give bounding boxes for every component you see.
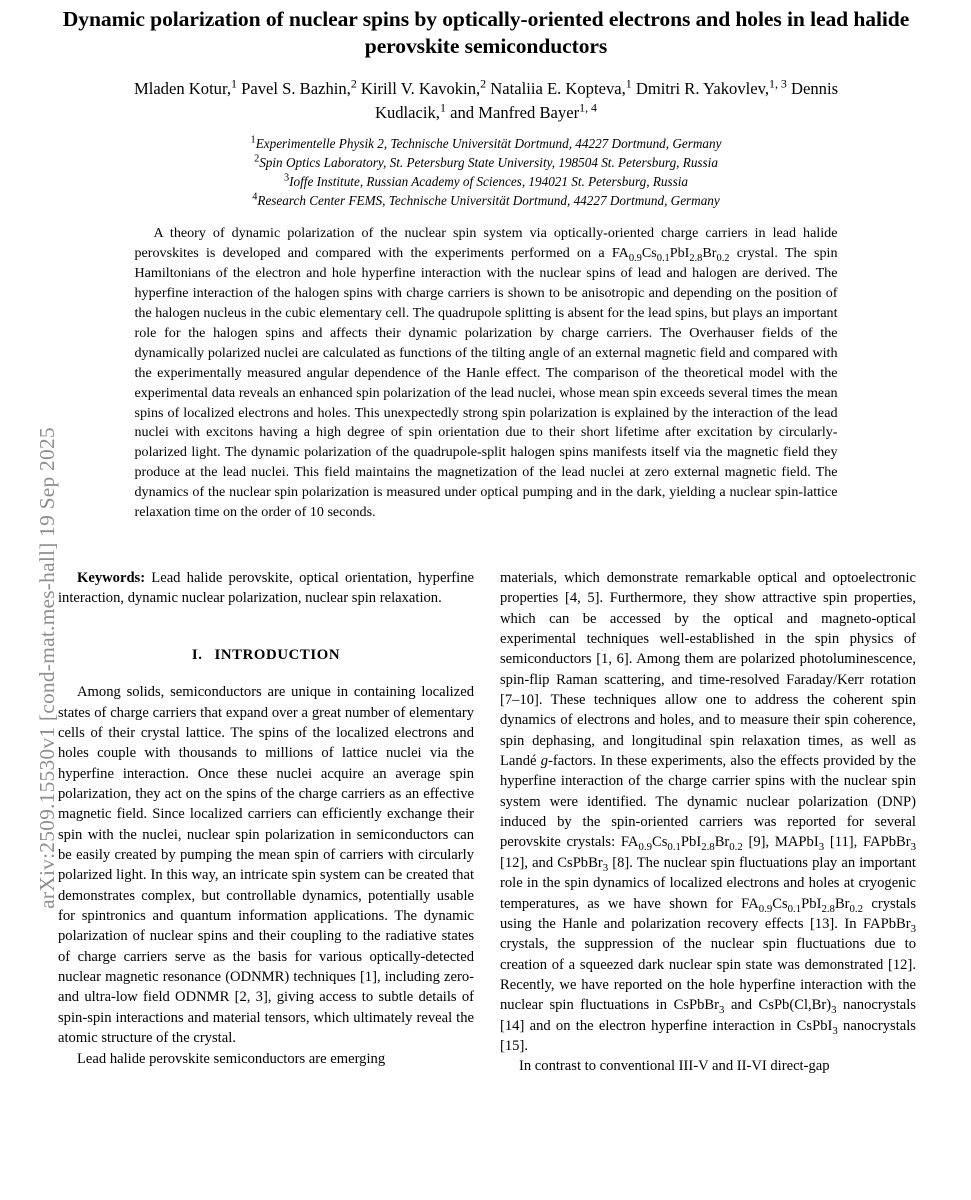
page-title: Dynamic polarization of nuclear spins by optically-oriented electrons and holes in lead halide perovskite semiconductors (62, 7, 910, 59)
formula-subscript: 3 (910, 841, 917, 854)
formula-part: Br (834, 895, 850, 912)
front-matter (58, 0, 914, 523)
author-name: Kopteva, (565, 79, 626, 99)
affiliation-text: Research Center FEMS, Technische Universität Dortmund, 44227 Dortmund, Germany (257, 192, 720, 208)
formula-part: Cs (641, 245, 657, 262)
formula-part: Br (702, 245, 717, 262)
keywords-text: Lead halide perovskite, optical orientation, hyperfine interaction, dynamic nuclear polarization, nuclear spin relaxation. (58, 570, 474, 607)
formula-part: PbI (680, 834, 702, 851)
body-paragraph: Among solids, semiconductors are unique in containing localized states of charge carriers that expand over a great number of elementary cells of their crystal lattice. The spins of the localized electrons and holes couple with thousands to millions of lattice nuclei via the hyperfine interaction. Once these nuclei acquire an average spin polarization, they act on the spins of the charge carriers as an effective magnetic field. Since localized carriers can efficiently exchange their spin with the nuclei, nuclear spin polarization in semiconductors can be easily created by pumping the mean spin of carriers with circularly polarized light. In this way, an intricate spin system can be created that demonstrates complex, but controllable dynamics, potentially usable for spintronics and quantum information applications. The dynamic polarization of nuclear spins and their coupling to the radiative states of charge carriers serve as the basis for various optically-detected nuclear magnetic resonance (ODNMR) techniques [1], including zero- and ultra-low field ODNMR [2, 3], giving access to subtle details of spin-spin interactions and material tensors, which ultimately reveal the atomic structure of the crystal. (58, 684, 474, 1047)
abstract-text: crystal. The spin Hamiltonians of the electron and hole hyperfine interaction with the nuclear spins of lead and halogen are derived. The hyperfine interaction of the halogen spins with charge carriers is shown to be anisotropic and depending on the position of the halogen nucleus in the cubic elementary cell. The quadrupole splitting is absent for the lead spins, but plays an important role for the halogen spins and affects their dynamic polarization by charge carriers. The Overhauser fields of the dynamically polarized nuclei are calculated as functions of the tilting angle of an external magnetic field and compared with the experimentally measured angular dependence of the Hanle effect. The comparison of the theoretical model with the experimental data reveals an enhanced spin polarization of the lead nuclei, whose mean spin exceeds several times the mean spins of localized electrons and holes. This unexpectedly strong spin polarization is explained by the interaction of the lead nuclei with excitons having a high degree of spin orientation due to their short lifetime after excitation by circularly-polarized light. The dynamic polarization of the quadrupole-split halogen spins manifests itself via the magnetic field they produce at the lead nuclei. This field maintains the magnetization of the lead nuclei at zero external magnetic field. The dynamics of the nuclear spin polarization is measured under optical pumping and in the dark, yielding a nuclear spin-lattice relaxation time on the order of 10 seconds. (134, 245, 838, 521)
author-name: Dmitri R. Yakovlev, (631, 79, 769, 99)
author-name: Dennis Kudlacik, (374, 79, 839, 122)
body-text: -factors. In these experiments, also the effects provided by the hyperfine interaction of the charge carrier spins with the nuclear spin system were identified. The dynamic nuclear polarization (DNP) induced by the spin-oriented carriers was reported for several perovskite crystals: FA (500, 753, 916, 851)
formula-subscript: 0.1 (667, 841, 681, 854)
formula-subscript: 3 (910, 922, 916, 935)
body-text: crystals using the Hanle and polarization recovery effects [13]. In FAPbBr (500, 895, 916, 932)
formula-subscript: 3 (719, 1004, 725, 1017)
abstract (135, 224, 838, 523)
formula-part: PbI (669, 245, 690, 262)
left-column (58, 568, 474, 1193)
formula-part: Cs (772, 895, 788, 912)
formula-subscript: 2.8 (701, 841, 715, 854)
author-name: Pavel S. Bazhin, (236, 79, 351, 99)
italic-symbol: g (540, 753, 549, 770)
body-text: [11], FAPbBr (824, 834, 911, 851)
author-affiliation-mark: 2 (350, 76, 357, 91)
body-text: nanocrystals [14] and on the electron hyperfine interaction in CsPbI (500, 997, 916, 1034)
body-text: [8]. The nuclear spin fluctuations play an important role in the spin dynamics of localized electrons and holes at cryogenic temperatures, as we have shown for FA (500, 854, 916, 912)
author-affiliation-mark: 1 (625, 76, 632, 91)
affiliation-item (58, 172, 914, 191)
body-text: nanocrystals [15]. (500, 1017, 916, 1054)
formula-subscript: 3 (602, 861, 609, 874)
formula-subscript: 2.8 (821, 902, 835, 915)
formula-part: Cs (651, 834, 668, 851)
section-heading-introduction (58, 645, 474, 666)
body-text: [9], MAPbI (742, 834, 819, 851)
formula-subscript: 0.1 (787, 902, 802, 915)
right-column (500, 568, 916, 1193)
formula-subscript: 0.2 (729, 841, 743, 854)
affiliation-item (58, 153, 914, 172)
author-affiliation-mark: 1 (439, 100, 446, 115)
body-text: crystals, the suppression of the nuclear spin fluctuations due to creation of a squeezed dark nuclear spin state was demonstrated [12]. Recently, we have reported on the hole hyperfine interaction with the nuclear spin fluctuations in CsPbBr (500, 936, 916, 1014)
affiliation-mark: 2 (254, 153, 260, 165)
keywords-paragraph (58, 568, 474, 609)
affiliation-item (58, 191, 914, 210)
author-name: and Manfred Bayer (445, 102, 580, 122)
two-column-body (58, 568, 916, 1193)
formula-subscript: 0.9 (638, 841, 652, 854)
section-number: I. (191, 646, 203, 663)
author-name: Mladen Kotur, (133, 79, 231, 99)
formula-subscript: 0.1 (656, 252, 670, 264)
formula-subscript: 0.2 (716, 252, 730, 264)
body-text: [12], and CsPbBr (500, 854, 603, 871)
affiliation-text: Spin Optics Laboratory, St. Petersburg State University, 198504 St. Petersburg, Russia (259, 154, 718, 170)
author-name: Kirill V. Kavokin, (356, 79, 481, 99)
author-name: Nataliia E. (486, 79, 562, 99)
keywords-label: Keywords: (77, 570, 146, 586)
body-paragraph (500, 568, 916, 1056)
affiliation-item (58, 134, 914, 153)
affiliation-text: Experimentelle Physik 2, Technische Universität Dortmund, 44227 Dortmund, Germany (255, 135, 722, 151)
abstract-paragraph (135, 224, 838, 523)
affiliation-mark: 3 (284, 172, 290, 184)
formula-part: Br (714, 834, 730, 851)
author-affiliation-mark: 1, 4 (579, 100, 597, 115)
body-paragraph: In contrast to conventional III-V and II-VI direct-gap (519, 1058, 830, 1075)
author-affiliation-mark: 2 (480, 76, 487, 91)
section-title: INTRODUCTION (214, 646, 341, 663)
author-list (58, 77, 914, 124)
affiliation-list (58, 134, 914, 211)
formula-subscript: 0.9 (628, 252, 642, 264)
formula-part: PbI (801, 895, 822, 912)
formula-subscript: 2.8 (689, 252, 703, 264)
affiliation-mark: 4 (252, 191, 258, 203)
formula-subscript: 3 (831, 1004, 837, 1017)
author-affiliation-mark: 1 (231, 76, 237, 91)
abstract-text: A theory of dynamic polarization of the nuclear spin system via optically-oriented charge carriers in lead halide perovskites is developed and compared with the experiments performed on a FA (134, 225, 838, 262)
body-paragraph: Lead halide perovskite semiconductors are emerging (77, 1050, 386, 1067)
formula-subscript: 0.9 (758, 902, 773, 915)
formula-subscript: 3 (832, 1024, 838, 1037)
body-text: and CsPb(Cl,Br) (724, 997, 832, 1014)
author-affiliation-mark: 1, 3 (768, 76, 787, 91)
formula-subscript: 0.2 (849, 902, 864, 915)
affiliation-mark: 1 (250, 134, 256, 146)
formula-subscript: 3 (818, 841, 825, 854)
body-text: materials, which demonstrate remarkable optical and optoelectronic properties [4, 5]. Furthermore, they show attractive spin properties, which can be accessed by the optical and magneto-optical experimental techniques well-established in the spin physics of semiconductors [1, 6]. Among them are polarized photoluminescence, spin-flip Raman scattering, and time-resolved Faraday/Kerr rotation [7–10]. These techniques allow one to address the coherent spin dynamics of electrons and holes, and to measure their spin coherence, spin dephasing, and longitudinal spin relaxation times, as well as Landé (500, 570, 916, 770)
arxiv-identifier-stamp: arXiv:2509.15530v1 [cond-mat.mes-hall] 19 Sep 2025 (35, 427, 59, 909)
affiliation-text: Ioffe Institute, Russian Academy of Sciences, 194021 St. Petersburg, Russia (289, 173, 688, 189)
